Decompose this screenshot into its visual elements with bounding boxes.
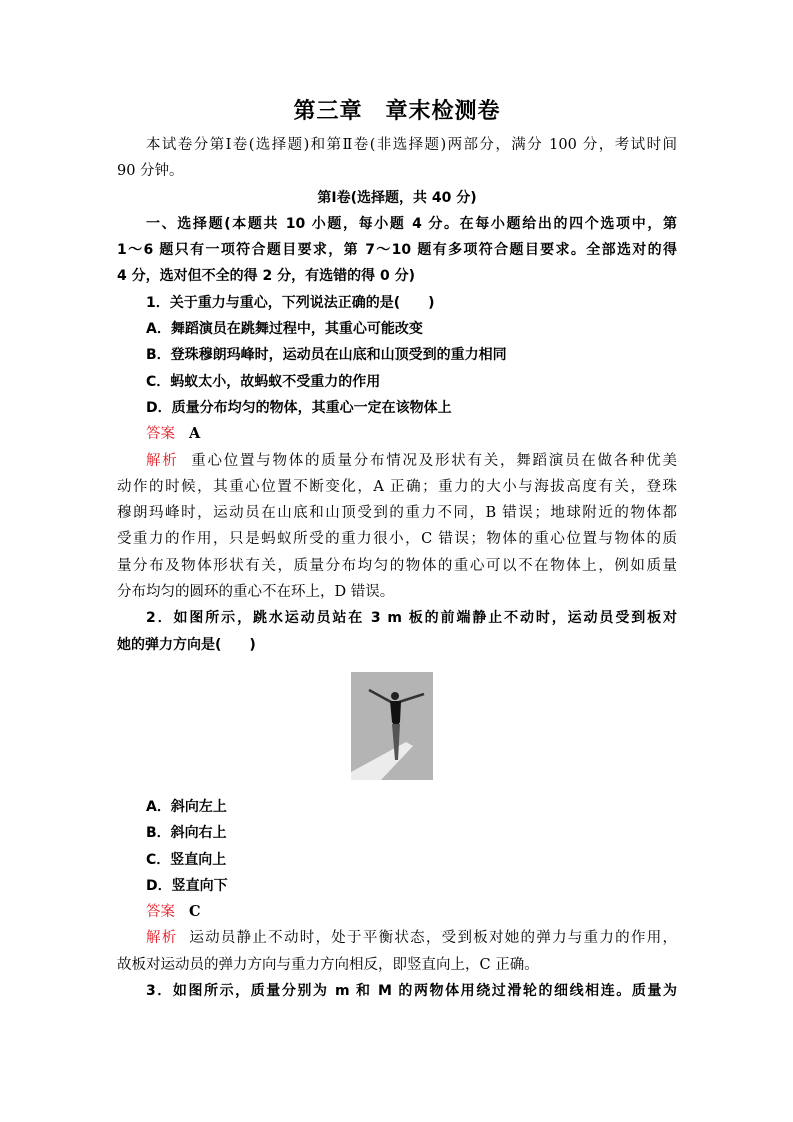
instructions-line: 1～6 题只有一项符合题目要求，第 7～10 题有多项符合题目要求。全部选对的得: [117, 242, 677, 259]
q1-analysis-line: 分布均匀的圆环的重心不在环上，D 错误。: [117, 584, 395, 601]
analysis-label: 解析: [146, 452, 179, 469]
instructions-line: 4 分，选对但不全的得 2 分，有选错的得 0 分): [117, 268, 415, 285]
q2-option-d: D．竖直向下: [146, 877, 228, 894]
q1-option-a: A．舞蹈演员在跳舞过程中，其重心可能改变: [146, 321, 423, 338]
question-2-stem: 她的弹力方向是( ): [117, 636, 256, 653]
document-page: [117, 94, 677, 1004]
answer-label: 答案: [146, 904, 175, 921]
page-title: 第三章 章末检测卷: [293, 99, 501, 124]
question-2-stem: 2．如图所示，跳水运动员站在 3 m 板的前端静止不动时，运动员受到板对: [146, 610, 677, 627]
instructions-line: 一、选择题(本题共 10 小题，每小题 4 分。在每小题给出的四个选项中，第: [146, 215, 677, 232]
q1-answer: [117, 421, 677, 447]
intro-line: 90 分钟。: [117, 163, 184, 180]
intro-line: 本试卷分第Ⅰ卷(选择题)和第Ⅱ卷(非选择题)两部分，满分 100 分，考试时间: [146, 137, 677, 153]
q1-analysis-line: 解析 重心位置与物体的质量分布情况及形状有关，舞蹈演员在做各种优美: [146, 452, 678, 469]
q2-answer: [117, 899, 677, 925]
q2-analysis-line: 故板对运动员的弹力方向与重力方向相反，即竖直向上，C 正确。: [117, 956, 539, 973]
q1-analysis-line: 穆朗玛峰时，运动员在山底和山顶受到的重力不同，B 错误；地球附近的物体都: [117, 505, 677, 522]
question-3-stem: 3．如图所示，质量分别为 m 和 M 的两物体用绕过滑轮的细线相连。质量为: [146, 983, 677, 1000]
q1-option-b: B．登珠穆朗玛峰时，运动员在山底和山顶受到的重力相同: [146, 347, 507, 364]
q2-option-b: B．斜向右上: [146, 825, 227, 842]
q1-option-d: D．质量分布均匀的物体，其重心一定在该物体上: [146, 399, 452, 416]
q1-option-c: C．蚂蚁太小，故蚂蚁不受重力的作用: [146, 373, 381, 390]
q2-analysis-line: 解析 运动员静止不动时，处于平衡状态，受到板对她的弹力与重力的作用，: [146, 930, 677, 947]
q1-analysis-line: 受重力的作用，只是蚂蚁所受的重力很小，C 错误；物体的重心位置与物体的质: [117, 531, 677, 548]
q2-option-a: A．斜向左上: [146, 798, 227, 815]
question-1-stem: 1．关于重力与重心，下列说法正确的是( ): [146, 294, 435, 311]
diver-figure-image: [351, 672, 433, 780]
analysis-label: 解析: [146, 930, 178, 947]
section-title: 第Ⅰ卷(选择题，共 40 分): [317, 189, 477, 206]
q2-option-c: C．竖直向上: [146, 851, 227, 868]
q1-analysis-line: 量分布及物体形状有关，质量分布均匀的物体的重心可以不在物体上，例如质量: [117, 557, 677, 574]
answer-value: A: [189, 425, 201, 443]
answer-label: 答案: [146, 426, 175, 443]
answer-value: C: [189, 903, 201, 921]
q1-analysis-line: 动作的时候，其重心位置不断变化，A 正确；重力的大小与海拔高度有关，登珠: [117, 478, 677, 495]
